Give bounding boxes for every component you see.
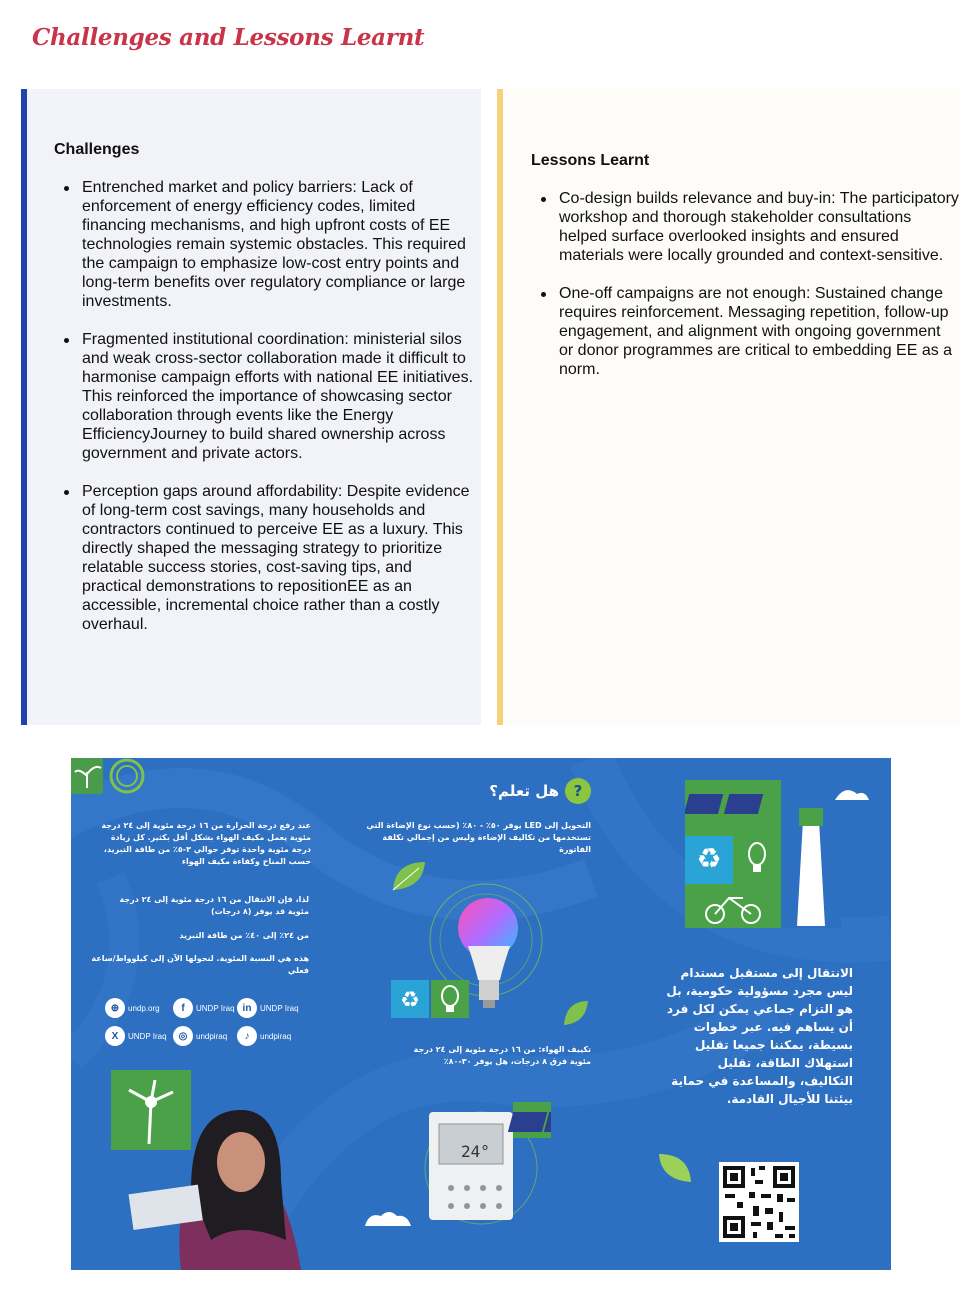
svg-text:♻: ♻ (400, 988, 420, 1013)
facebook-icon: f (173, 998, 193, 1018)
social-x[interactable]: X UNDP Iraq (105, 1026, 167, 1046)
did-you-know-heading (471, 778, 591, 804)
lessons-panel (497, 89, 960, 725)
sprout-icon (71, 758, 151, 798)
globe-icon: ⊕ (105, 998, 125, 1018)
page-title: Challenges and Lessons Learnt (32, 24, 425, 51)
lessons-heading: Lessons Learnt (531, 152, 650, 169)
svg-text:♻: ♻ (696, 842, 722, 875)
x-icon: X (105, 1026, 125, 1046)
thermostat-display: 24° (461, 1142, 490, 1161)
fact-8-degrees: لذا، فإن الانتقال من ١٦ درجة مئوية إلى ٢٤ درجة مئوية قد يوفر (٨ درجات) (119, 895, 309, 916)
fact-air-conditioning: تكييف الهواء: من ١٦ درجة مئوية إلى ٢٤ درجة مئوية فرق ٨ درجات، هل يوفر ٣٠-٨٠٪ (413, 1045, 591, 1066)
list-item: Fragmented institutional coordination: ministerial silos and weak cross-sector collaboration made it difficult to harmonise campaign efforts with national EE initiatives. This reinforced the importance of showcasing sector collaboration through events like the Energy EfficiencyJourney to build shared ownership across government and private actors. (64, 330, 474, 463)
brochure-main-text: الانتقال إلى مستقبل مستدام ليس مجرد مسؤولية حكومية، بل هو التزام جماعي يمكن لكل فرد أن يساهم فيه. عبر خطوات بسيطة، يمكننا جميعا تقليل استهلاك الطاقة، تقليل التكاليف، والمساعدة في حماية بيئتنا للأجيال القادمة. (666, 966, 853, 1106)
social-facebook[interactable]: f UNDP Iraq (173, 998, 235, 1018)
did-you-know-text: هل تعلم؟ (489, 782, 559, 800)
recycle-bulb-tiles-icon (391, 980, 471, 1020)
fact-kwh: هذه هي النسبة المئوية. لنحولها الآن إلى كيلوواط/ساعة فعلي (91, 954, 309, 975)
fact-led: التحويل إلى LED يوفر ٥٠٪ - ٨٠٪ (حسب نوع الإضاءة التي تستخدمها من تكاليف الإضاءة وليس من إجمالي تكلفة الفاتورة (366, 821, 591, 854)
instagram-icon: ◎ (173, 1026, 193, 1046)
social-instagram[interactable]: ◎ undpiraq (173, 1026, 227, 1046)
list-item: Co-design builds relevance and buy-in: The participatory workshop and thorough stakeholder consultations helped surface overlooked insights and ensured materials were locally grounded and context-sensitive. (541, 189, 959, 265)
leaf-icon (561, 998, 591, 1028)
list-item: One-off campaigns are not enough: Sustained change requires reinforcement. Messaging repetition, follow-up engagement, and alignment with ongoing government or donor programmes are critical to embedding EE as a norm. (541, 284, 959, 379)
social-web[interactable]: ⊕ undp.org (105, 998, 160, 1018)
lessons-list (541, 189, 959, 398)
leaf-icon (655, 1150, 695, 1186)
cloud-icon (363, 1208, 413, 1228)
sustainability-tiles-icon (685, 780, 885, 930)
social-linkedin[interactable]: in UNDP Iraq (237, 998, 299, 1018)
list-item: Perception gaps around affordability: Despite evidence of long-term cost savings, many households and contractors continued to perceive EE as a luxury. This directly shaped the messaging strategy to prioritize relatable success stories, cost-saving tips, and practical demonstrations to repositionEE as an accessible, incremental choice rather than a costly overhaul. (64, 482, 474, 634)
challenges-panel (21, 89, 481, 725)
fact-temperature: عند رفع درجة الحرارة من ١٦ درجة مئوية إلى ٢٤ درجة مئوية يعمل مكيف الهواء بشكل أقل بكثير. كل زيادة درجة مئوية واحدة توفر حوالي ٣-٥٪ من طاقة التبريد، حسب المناخ وكفاءة مكيف الهواء (101, 821, 311, 866)
brochure-image (71, 758, 891, 1270)
question-icon: ? (565, 778, 591, 804)
linkedin-icon: in (237, 998, 257, 1018)
woman-photo (111, 1070, 331, 1270)
leaf-icon (389, 858, 429, 894)
challenges-list (64, 178, 474, 653)
social-tiktok[interactable]: ♪ undpiraq (237, 1026, 291, 1046)
tiktok-icon: ♪ (237, 1026, 257, 1046)
thermostat-icon (421, 1098, 551, 1228)
fact-percentage: من ٢٤٪ إلى ٤٠٪ من طاقة التبريد (179, 931, 309, 940)
list-item: Entrenched market and policy barriers: Lack of enforcement of energy efficiency codes, limited financing mechanisms, and high upfront costs of EE technologies remain systemic obstacles. This required the campaign to emphasize low-cost entry points and long-term benefits over regulatory compliance or large investments. (64, 178, 474, 311)
challenges-heading: Challenges (54, 141, 140, 158)
qr-code-icon[interactable] (719, 1162, 799, 1242)
